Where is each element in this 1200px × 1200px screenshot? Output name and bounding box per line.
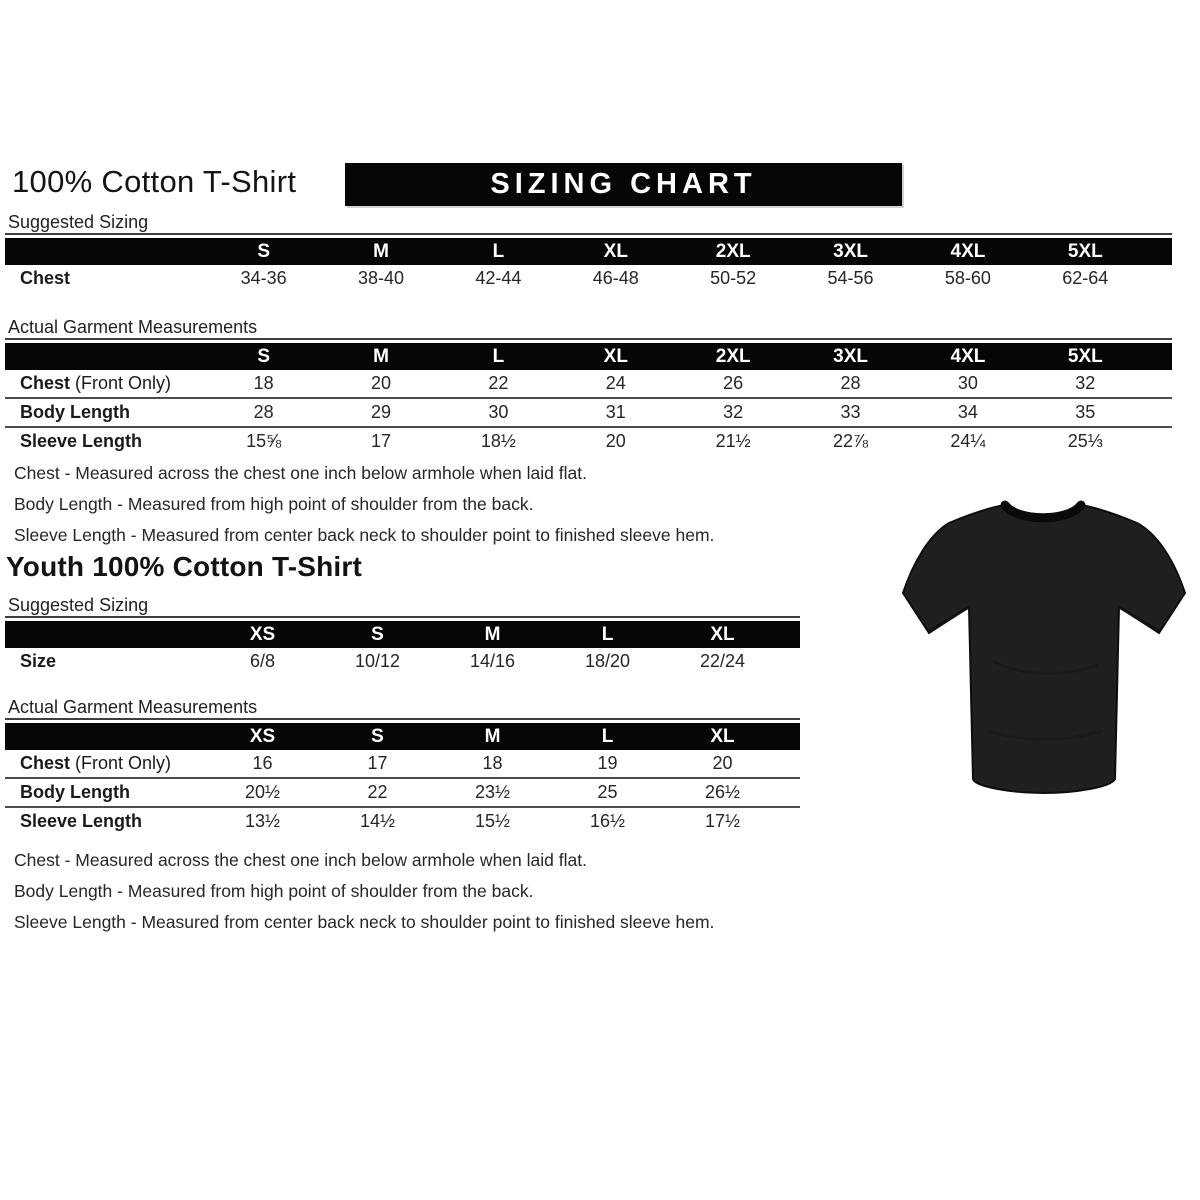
note-line: Body Length - Measured from high point of shoulder from the back. bbox=[14, 881, 534, 901]
size-column-header: M bbox=[373, 241, 389, 262]
size-column-header: L bbox=[492, 346, 505, 367]
table-cell: 35 bbox=[1075, 402, 1096, 422]
size-column-header: S bbox=[371, 726, 384, 747]
tshirt-image bbox=[893, 481, 1193, 806]
note-line: Sleeve Length - Measured from center back neck to shoulder point to finished sleeve hem. bbox=[14, 525, 715, 545]
table-cell: 16½ bbox=[589, 811, 626, 831]
table-cell: 32 bbox=[723, 402, 744, 422]
size-column-header: 4XL bbox=[950, 346, 986, 367]
table-cell: 29 bbox=[371, 402, 392, 422]
header-spacer-cell bbox=[5, 621, 205, 648]
table-row bbox=[5, 428, 1172, 457]
table-cell: 21½ bbox=[715, 431, 751, 451]
table-cell: 6/8 bbox=[249, 651, 276, 671]
youth-actual-measurements-table bbox=[5, 718, 800, 837]
table-cell: 13½ bbox=[244, 811, 281, 831]
size-column-header: M bbox=[373, 346, 389, 367]
row-label bbox=[5, 750, 205, 777]
table-cell: 34-36 bbox=[240, 268, 287, 288]
header-spacer-cell bbox=[5, 238, 205, 265]
table-cell: 30 bbox=[488, 402, 509, 422]
table-cell: 62-64 bbox=[1062, 268, 1109, 288]
youth-suggested-sizing-table bbox=[5, 616, 800, 677]
size-column-header: 2XL bbox=[715, 241, 751, 262]
adult-actual-header-row bbox=[5, 343, 1172, 370]
adult-actual-measurements-label: Actual Garment Measurements bbox=[8, 317, 258, 337]
table-cell: 23½ bbox=[474, 782, 511, 802]
header-spacer-cell bbox=[5, 343, 205, 370]
table-cell: 17 bbox=[371, 431, 392, 451]
table-cell: 18½ bbox=[480, 431, 516, 451]
table-cell: 42-44 bbox=[475, 268, 522, 288]
size-column-header: 2XL bbox=[715, 346, 751, 367]
row-label: Body Length bbox=[20, 402, 130, 422]
table-cell: 54-56 bbox=[827, 268, 874, 288]
table-cell: 38-40 bbox=[358, 268, 405, 288]
table-cell: 14½ bbox=[359, 811, 396, 831]
page-title: 100% Cotton T-Shirt bbox=[12, 164, 297, 199]
size-column-header: XL bbox=[603, 346, 628, 367]
size-column-header: M bbox=[484, 726, 501, 747]
table-row bbox=[5, 750, 800, 779]
size-column-header: S bbox=[257, 346, 271, 367]
table-cell: 14/16 bbox=[469, 651, 516, 671]
table-cell: 24¼ bbox=[950, 431, 986, 451]
adult-measurement-notes bbox=[14, 458, 714, 551]
table-cell: 20 bbox=[371, 373, 392, 393]
table-row bbox=[5, 808, 800, 837]
table-cell: 24 bbox=[605, 373, 626, 393]
table-cell: 20 bbox=[712, 753, 733, 773]
table-cell: 18 bbox=[253, 373, 274, 393]
table-cell: 25⅓ bbox=[1067, 431, 1103, 451]
table-cell: 22⅞ bbox=[833, 431, 869, 451]
table-cell: 17½ bbox=[704, 811, 741, 831]
header-spacer-cell bbox=[5, 723, 205, 750]
table-row bbox=[5, 265, 1172, 294]
table-cell: 25 bbox=[597, 782, 618, 802]
table-cell: 20 bbox=[605, 431, 626, 451]
table-cell: 17 bbox=[367, 753, 388, 773]
row-label bbox=[5, 370, 205, 397]
table-cell: 22/24 bbox=[699, 651, 746, 671]
sizing-chart-banner bbox=[345, 163, 902, 206]
table-cell: 18/20 bbox=[584, 651, 631, 671]
table-row bbox=[5, 648, 800, 677]
table-cell: 50-52 bbox=[710, 268, 757, 288]
size-column-header: 3XL bbox=[833, 346, 868, 367]
table-cell: 34 bbox=[957, 402, 978, 422]
adult-suggested-sizing-table bbox=[5, 233, 1172, 294]
size-column-header: XL bbox=[710, 726, 735, 747]
size-column-header: L bbox=[601, 726, 614, 747]
note-line: Chest - Measured across the chest one inch below armhole when laid flat. bbox=[14, 850, 587, 870]
table-cell: 58-60 bbox=[944, 268, 991, 288]
youth-suggested-header-row bbox=[5, 621, 800, 648]
youth-actual-header-row bbox=[5, 723, 800, 750]
table-cell: 28 bbox=[840, 373, 861, 393]
size-column-header: S bbox=[257, 241, 271, 262]
adult-suggested-header-row bbox=[5, 238, 1172, 265]
table-cell: 22 bbox=[488, 373, 509, 393]
size-column-header: 3XL bbox=[833, 241, 868, 262]
size-column-header: 5XL bbox=[1067, 241, 1103, 262]
row-label: Sleeve Length bbox=[20, 811, 143, 831]
table-cell: 19 bbox=[597, 753, 618, 773]
table-cell: 26½ bbox=[704, 782, 741, 802]
note-line: Sleeve Length - Measured from center back neck to shoulder point to finished sleeve hem. bbox=[14, 912, 715, 932]
row-label: Size bbox=[20, 651, 57, 671]
row-label-suffix: (Front Only) bbox=[75, 373, 172, 393]
sizing-chart-banner-text: SIZING CHART bbox=[490, 168, 757, 200]
youth-suggested-sizing-label: Suggested Sizing bbox=[8, 595, 149, 615]
youth-measurement-notes bbox=[14, 845, 714, 938]
row-label: Chest bbox=[20, 268, 71, 288]
row-label-suffix: (Front Only) bbox=[75, 753, 172, 773]
table-cell: 15⅝ bbox=[246, 431, 282, 451]
row-label: Body Length bbox=[20, 782, 130, 802]
table-row bbox=[5, 399, 1172, 428]
note-line: Body Length - Measured from high point of shoulder from the back. bbox=[14, 494, 534, 514]
table-cell: 10/12 bbox=[354, 651, 401, 671]
table-row bbox=[5, 370, 1172, 399]
table-cell: 26 bbox=[723, 373, 744, 393]
table-cell: 33 bbox=[840, 402, 861, 422]
size-column-header: L bbox=[492, 241, 505, 262]
tshirt-collar bbox=[1005, 505, 1081, 518]
size-column-header: XL bbox=[603, 241, 628, 262]
table-cell: 31 bbox=[605, 402, 626, 422]
size-column-header: 4XL bbox=[950, 241, 986, 262]
row-label-text: Chest bbox=[20, 753, 71, 773]
note-line: Chest - Measured across the chest one inch below armhole when laid flat. bbox=[14, 463, 587, 483]
table-cell: 18 bbox=[482, 753, 503, 773]
table-cell: 32 bbox=[1075, 373, 1096, 393]
youth-section-title: Youth 100% Cotton T-Shirt bbox=[6, 551, 363, 582]
table-cell: 22 bbox=[367, 782, 388, 802]
table-cell: 28 bbox=[253, 402, 274, 422]
adult-actual-measurements-table bbox=[5, 338, 1172, 457]
table-cell: 46-48 bbox=[592, 268, 639, 288]
size-column-header: XL bbox=[710, 624, 735, 645]
table-cell: 30 bbox=[957, 373, 978, 393]
youth-actual-measurements-label: Actual Garment Measurements bbox=[8, 697, 258, 717]
table-cell: 20½ bbox=[244, 782, 281, 802]
size-column-header: L bbox=[601, 624, 614, 645]
tshirt-body bbox=[903, 505, 1185, 793]
row-label: Sleeve Length bbox=[20, 431, 143, 451]
table-row bbox=[5, 779, 800, 808]
size-column-header: XS bbox=[249, 726, 276, 747]
size-column-header: XS bbox=[249, 624, 276, 645]
row-label-text: Chest bbox=[20, 373, 71, 393]
table-cell: 15½ bbox=[474, 811, 511, 831]
table-cell: 16 bbox=[252, 753, 273, 773]
size-column-header: 5XL bbox=[1067, 346, 1103, 367]
size-column-header: M bbox=[484, 624, 501, 645]
adult-suggested-sizing-label: Suggested Sizing bbox=[8, 212, 149, 232]
size-column-header: S bbox=[371, 624, 384, 645]
